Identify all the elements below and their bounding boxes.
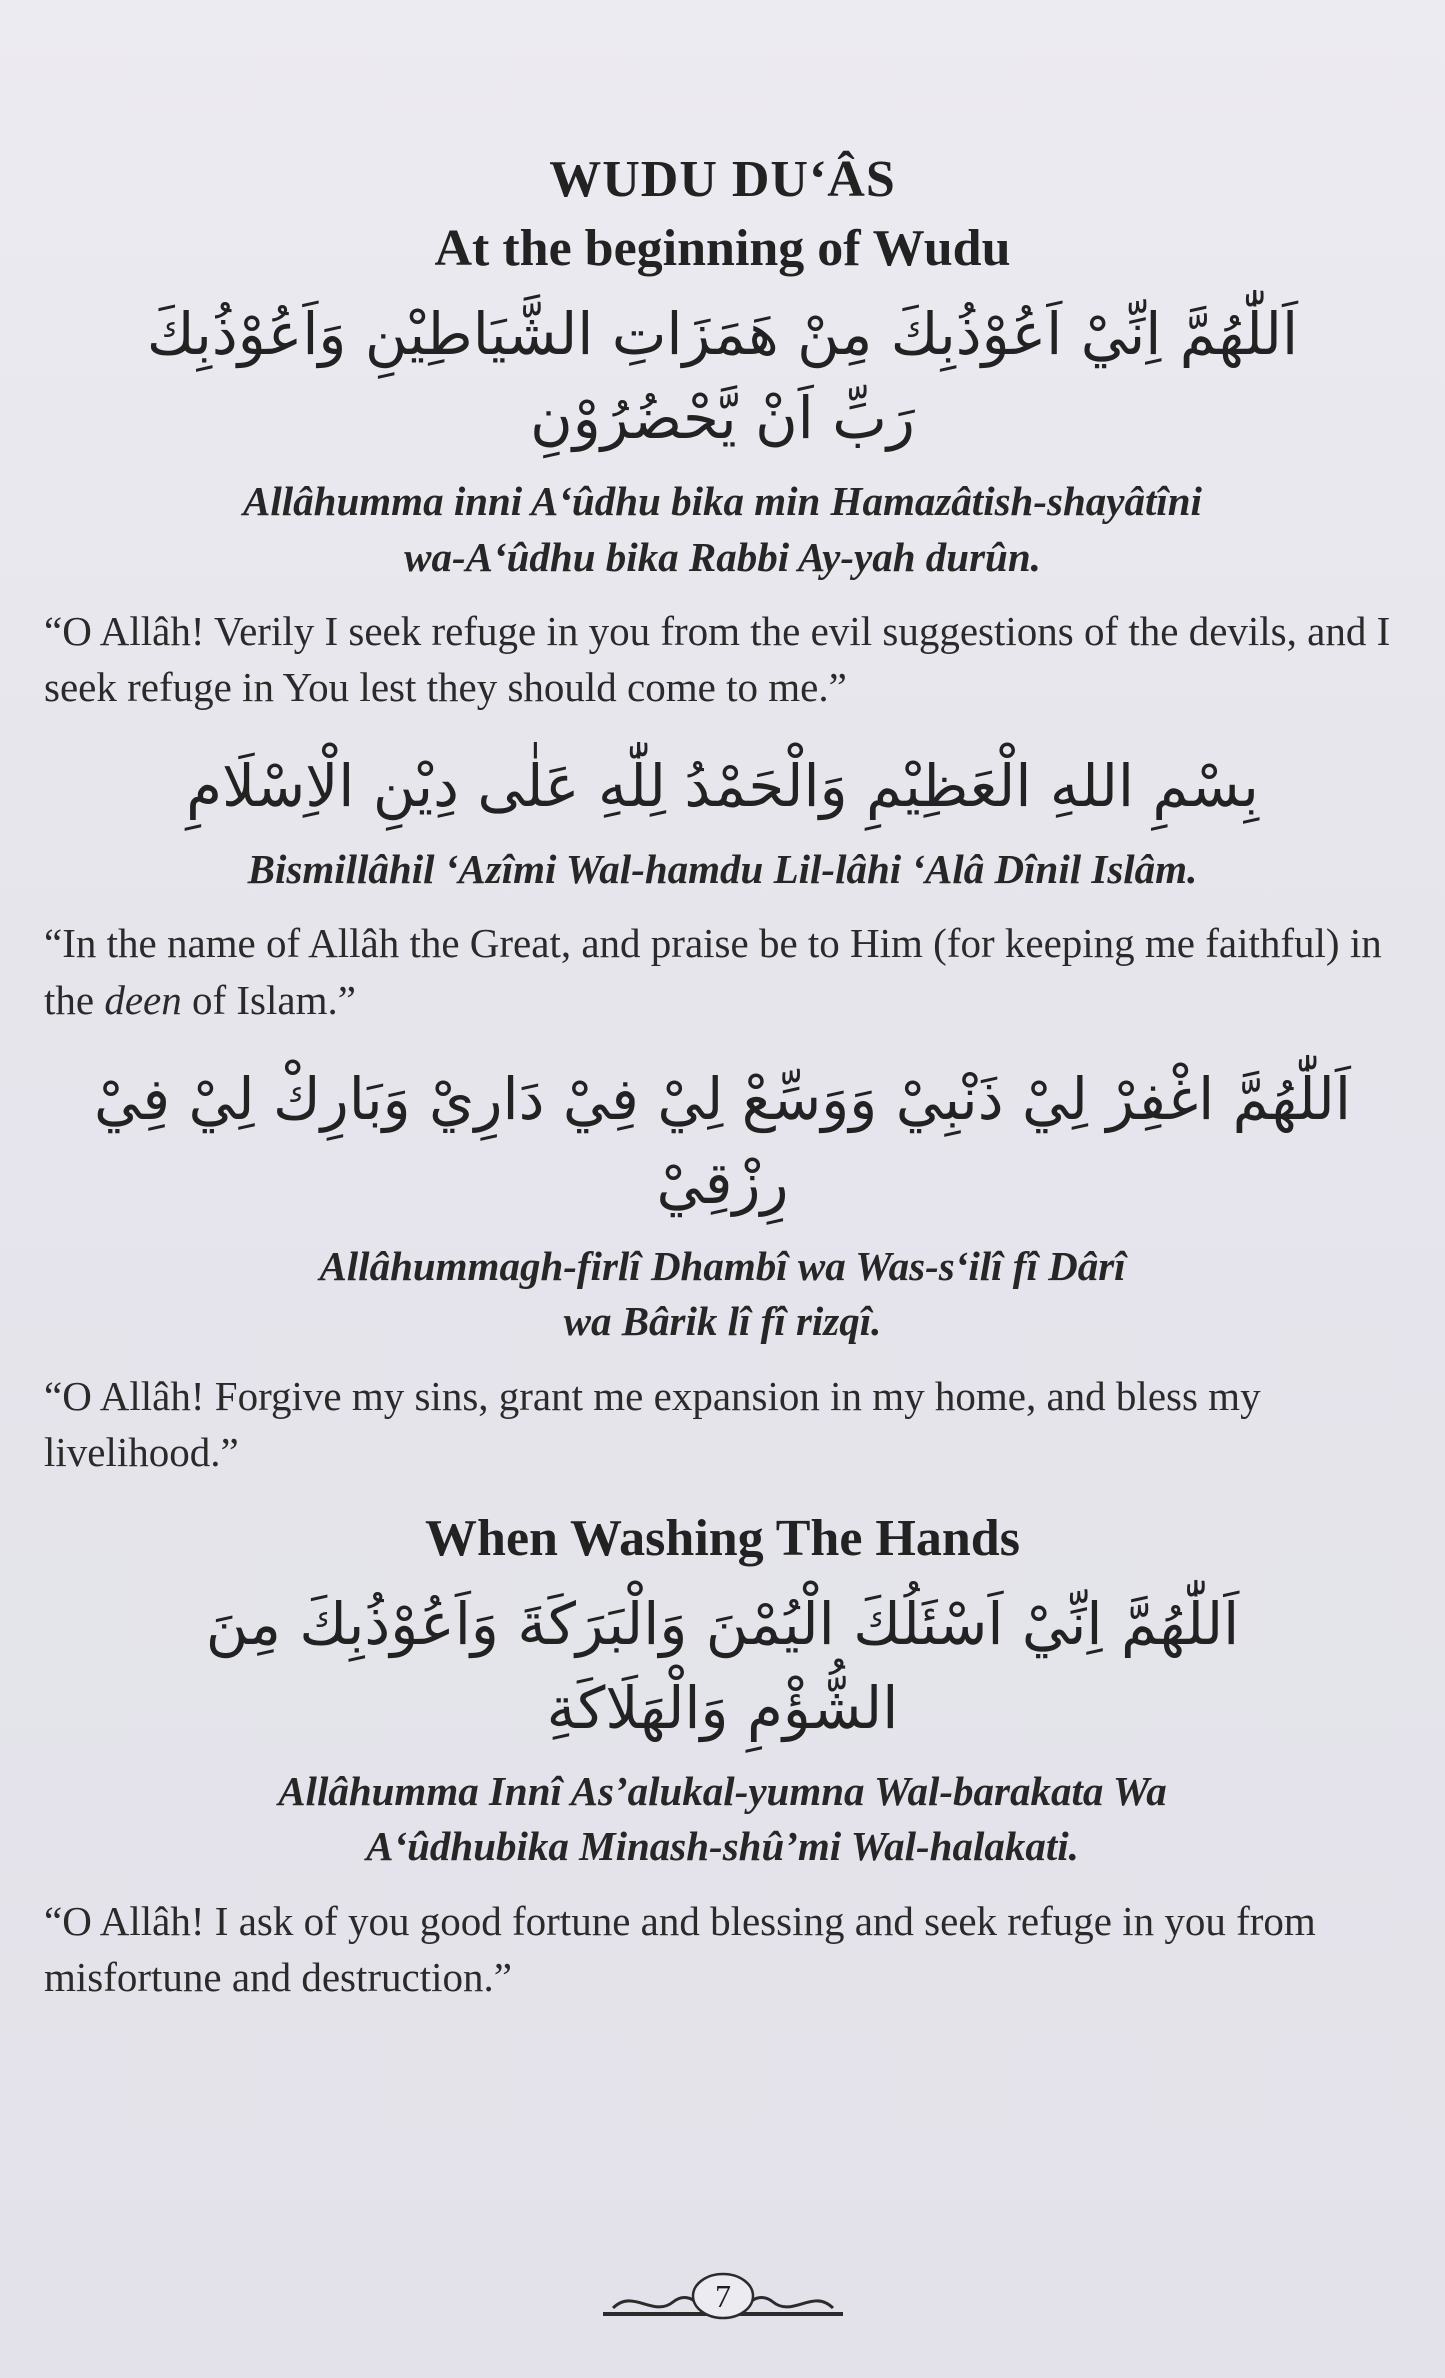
arabic-text	[40, 744, 1405, 828]
translation-part: “In the name of Allâh the Great, and praise be to Him (for keeping me faithful) in the	[44, 920, 1382, 1024]
page-number-ornament	[593, 2268, 853, 2328]
section-heading: When Washing The Hands	[425, 1509, 1020, 1567]
arabic-line: بِسْمِ اللهِ الْعَظِيْمِ وَالْحَمْدُ لِلّٰهِ عَلٰى دِيْنِ الْاِسْلَامِ	[186, 752, 1259, 821]
arabic-line: اَللّٰهُمَّ اِنِّيْ اَسْئَلُكَ الْيُمْنَ وَالْبَرَكَةَ وَاَعُوْذُبِكَ مِنَ	[205, 1589, 1240, 1658]
transliteration	[50, 1764, 1395, 1875]
translation-emphasis: deen	[104, 977, 182, 1024]
transliteration	[50, 474, 1395, 585]
transliteration	[50, 1239, 1395, 1350]
transliteration-line: Allâhumma Innî As’alukal-yumna Wal-barakata Wa	[278, 1767, 1167, 1814]
dua-bismillah	[30, 744, 1415, 1029]
page-footer	[0, 2268, 1445, 2333]
dua-forgiveness	[30, 1057, 1415, 1481]
page-number: 7	[714, 2278, 731, 2314]
arabic-line: رَبِّ اَنْ يَّحْضُرُوْنِ	[530, 384, 915, 453]
dua-beginning-of-wudu	[30, 219, 1415, 716]
arabic-text	[40, 1582, 1405, 1750]
transliteration-line: wa-A‘ûdhu bika Rabbi Ay-yah durûn.	[404, 533, 1041, 580]
translation	[44, 915, 1415, 1028]
arabic-text	[40, 292, 1405, 460]
ornament-right-flourish	[749, 2298, 833, 2308]
arabic-line: الشُّؤْمِ وَالْهَلَاكَةِ	[546, 1673, 899, 1742]
dua-washing-hands	[30, 1509, 1415, 2006]
translation-part: of Islam.”	[181, 977, 356, 1024]
page-content	[30, 150, 1415, 2034]
section-heading: At the beginning of Wudu	[434, 220, 1011, 277]
transliteration-line: Allâhummagh-firlî Dhambî wa Was-s‘ilî fî Dârî	[319, 1242, 1126, 1289]
translation: “O Allâh! I ask of you good fortune and blessing and seek refuge in you from misfortune and destruction.”	[44, 1897, 1316, 2001]
transliteration-line: A‘ûdhubika Minash-shû’mi Wal-halakati.	[366, 1823, 1079, 1870]
arabic-line: اَللّٰهُمَّ اِنِّيْ اَعُوْذُبِكَ مِنْ هَمَزَاتِ الشَّيَاطِيْنِ وَاَعُوْذُبِكَ	[146, 300, 1299, 368]
arabic-line: اَللّٰهُمَّ اغْفِرْ لِيْ ذَنْبِيْ وَوَسِّعْ لِيْ فِيْ دَارِيْ وَبَارِكْ لِيْ فِيْ رِزْقِيْ	[94, 1064, 1351, 1217]
transliteration-line: Allâhumma inni A‘ûdhu bika min Hamazâtish-shayâtîni	[243, 478, 1202, 525]
translation: “O Allâh! Forgive my sins, grant me expansion in my home, and bless my livelihood.”	[44, 1372, 1261, 1476]
translation: “O Allâh! Verily I seek refuge in you from the evil suggestions of the devils, and I seek refuge in You lest they should come to me.”	[44, 607, 1391, 711]
transliteration-line: Bismillâhil ‘Azîmi Wal-hamdu Lil-lâhi ‘Alâ Dînil Islâm.	[247, 846, 1198, 893]
ornament-left-flourish	[613, 2298, 697, 2308]
transliteration-line: wa Bârik lî fî rizqî.	[563, 1298, 882, 1345]
transliteration	[50, 842, 1395, 897]
page-title: WUDU DU‘ÂS	[549, 151, 896, 208]
arabic-text	[40, 1057, 1405, 1225]
